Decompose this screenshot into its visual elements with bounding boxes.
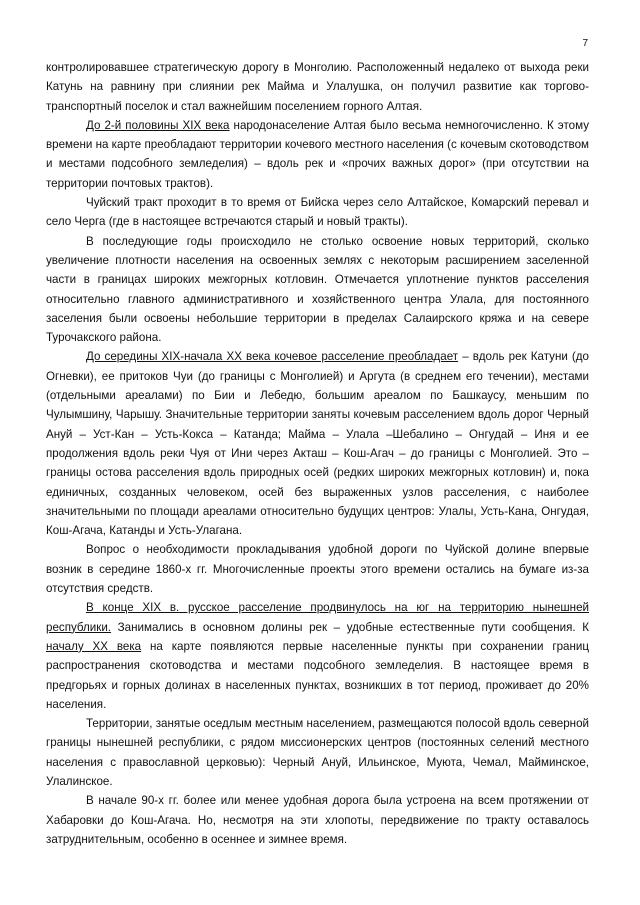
paragraph-text: народонаселение Алтая было весьма немногочисленно. К этому времени на карте преобладают территории кочевого местного населения (с кочевым скотоводством и местами подсобного земледелия) – вдоль рек и «прочих важных дорог» (при отсутствии на территории почтовых трактов). bbox=[46, 118, 589, 190]
underlined-phrase: началу XX века bbox=[46, 639, 142, 653]
paragraph bbox=[46, 598, 589, 714]
underlined-heading: До 2-й половины XIX века bbox=[86, 118, 230, 132]
paragraph-text: Чуйский тракт проходит в то время от Бийска через село Алтайское, Комарский перевал и село Черга (где в настоящее встречаются старый и новый тракты). bbox=[46, 196, 589, 229]
paragraph bbox=[46, 58, 589, 116]
paragraph-text: – вдоль рек Катуни (до Огневки), ее притоков Чуи (до границы с Монголией) и Аргута (в среднем его течении), местами (отдельными ареалами) по Бии и Лебедю, большим ареалом по Башкаусу, меньшим по Чулымшину, Чарышу. Значительные территории заняты кочевым расселением вдоль дорог Черный Ануй – Уст-Кан – Усть-Кокса – Катанда; Майма – Улала –Шебалино – Онгудай – Иня и ее продолжения вдоль реки Чуя от Ини через Акташ – Кош-Агач – до границы с Монголией. Это – границы остова расселения вдоль природных осей (редких широких межгорных котловин) и, пока единичных, созданных человеком, осей без выраженных узлов расселения, с наиболее значительными по площади ареалами относительно будущих центров: Улалы, Усть-Кана, Онгудая, Кош-Агача, Катанды и Усть-Улагана. bbox=[46, 350, 590, 538]
paragraph bbox=[46, 347, 589, 540]
page-number: 7 bbox=[582, 38, 588, 49]
paragraph bbox=[46, 193, 589, 232]
underlined-heading: До середины XIX-начала XX века кочевое расселение преобладает bbox=[86, 350, 459, 364]
paragraph-text: контролировавшее стратегическую дорогу в Монголию. Расположенный недалеко от выхода реки Катунь на равнину при слиянии рек Майма и Улалушка, он получил развитие как торгово-транспортный поселок и стал важнейшим поселением горного Алтая. bbox=[46, 61, 589, 113]
paragraph bbox=[46, 714, 589, 791]
paragraph-text: Территории, занятые оседлым местным населением, размещаются полосой вдоль северной границы нынешней республики, с рядом миссионерских центров (постоянных селений местного населения с православной церковью): Черный Ануй, Ильинское, Муюта, Чемал, Майминское, Улалинское. bbox=[46, 717, 589, 788]
paragraph bbox=[46, 540, 589, 598]
paragraph bbox=[46, 116, 589, 193]
paragraph-text: В последующие годы происходило не столько освоение новых территорий, сколько увеличение плотности населения на освоенных землях с некоторым расширением заселенной части в границах широких межгорных котловин. Отмечается уплотнение пунктов расселения относительно главного административного и хозяйственного центра Улала, для постоянного заселения были освоены небольшие территории в пределах Салаирского кряжа и на севере Турочакского района. bbox=[46, 234, 589, 345]
paragraph-text: Занимались в основном долины рек – удобные естественные пути сообщения. К bbox=[111, 620, 589, 634]
paragraph bbox=[46, 232, 589, 348]
paragraph-text: на карте появляются первые населенные пункты при сохранении границ распространения скотоводства и местами подсобного земледелия. В настоящее время в предгорьях и горных долинах в населенных пунктах, возникших в тот период, проживает до 20% населения. bbox=[46, 639, 589, 711]
underlined-heading: В конце XIX в. русское расселение продвинулось на юг на территорию нынешней республики. bbox=[46, 601, 589, 634]
paragraph bbox=[46, 791, 589, 849]
body-text bbox=[46, 58, 589, 849]
paragraph-text: Вопрос о необходимости прокладывания удобной дороги по Чуйской долине впервые возник в середине 1860-х гг. Многочисленные проекты этого времени остались на бумаге из-за отсутствия средств. bbox=[46, 543, 589, 596]
paragraph-text: В начале 90-х гг. более или менее удобная дорога была устроена на всем протяжении от Хабаровки до Кош-Агача. Но, несмотря на эти хлопоты, передвижение по тракту оставалось затруднительным, особенно в осеннее и зимнее время. bbox=[46, 794, 589, 846]
